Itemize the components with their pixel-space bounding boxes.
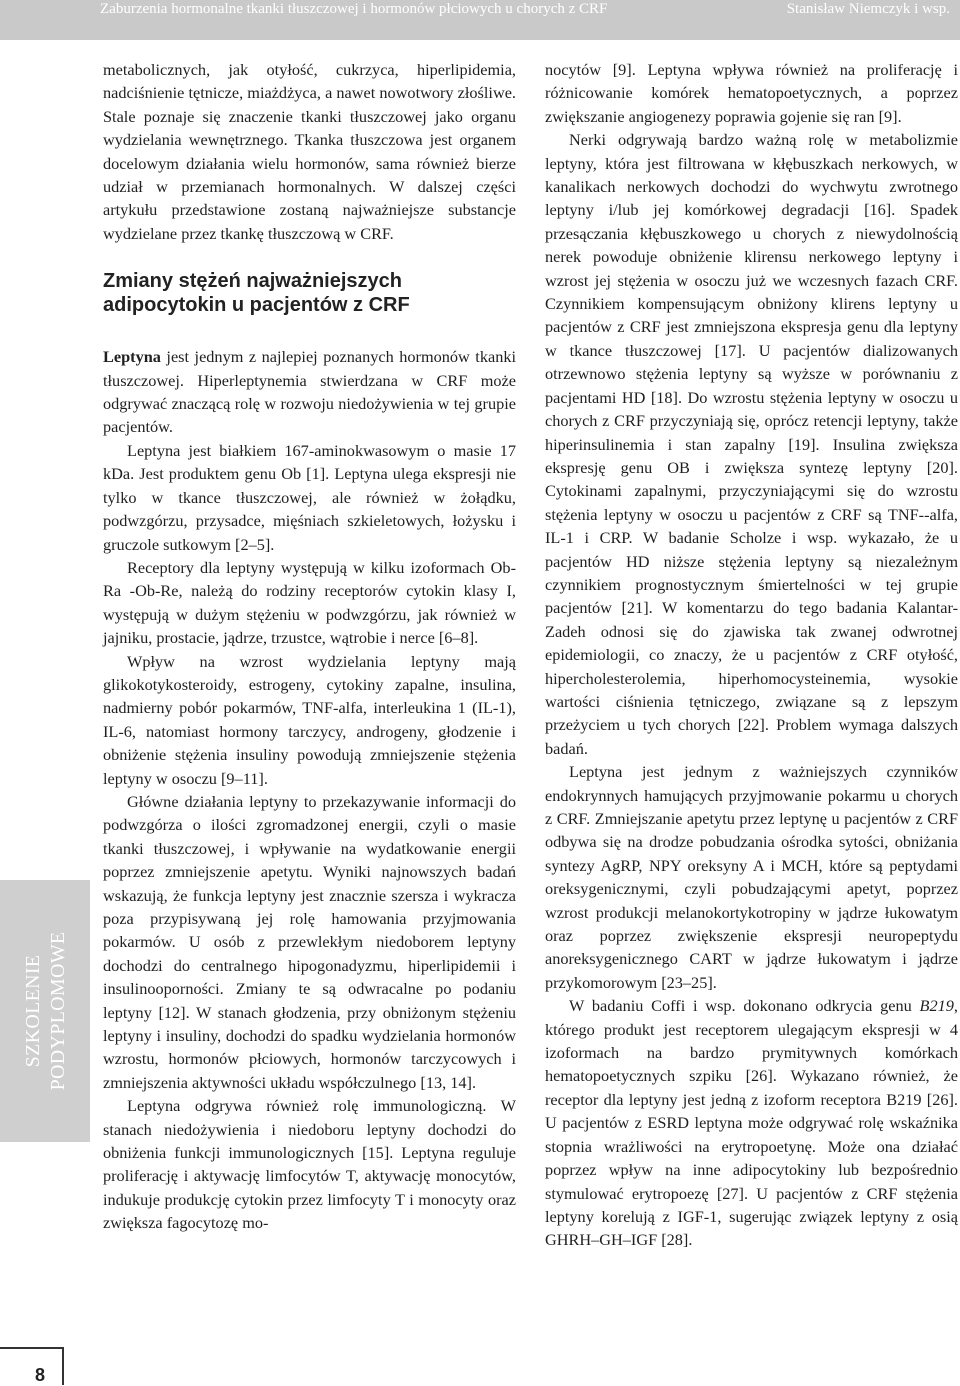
page-number: 8 xyxy=(35,1365,46,1385)
paragraph-text: jest jednym z najlepiej poznanych hormonów tkanki tłuszczowej. Hiperleptynemia stwierdzana w CRF może odgrywać znaczącą rolę w rozwoju niedożywienia w tej grupie pacjentów. xyxy=(103,347,516,437)
section-side-tab xyxy=(0,880,90,1142)
left-column xyxy=(103,58,516,1235)
header-title: Zaburzenia hormonalne tkanki tłuszczowej i hormonów płciowych u chorych z CRF xyxy=(100,1,608,17)
gene-name: B219 xyxy=(919,996,954,1016)
paragraph-text: , którego produkt jest receptorem ulegającym ekspresji w 4 izoformach na bardzo prymitywnych komórkach hematopoetycznych szpiku [26]. Wykazano również, że receptor dla leptyny jest jedną z izoform receptora B219 [26]. U pacjentów z ESRD leptyna może odgrywać rolę wskaźnika stopnia wrażliwości na erytropoetynę. Może ona działać poprzez wpływ na inne adipocytokiny lub bezpośrednio stymulować erytropoezę [27]. U pacjentów z CRF stężenia leptyny korelują z IGF-1, sugerując związek leptyny z osią GHRH–GH–IGF [28]. xyxy=(545,996,958,1250)
right-column xyxy=(545,58,958,1252)
side-tab-label xyxy=(21,932,71,1091)
side-tab-line-2: PODYPLOMOWE xyxy=(47,931,69,1091)
paragraph-text: W badaniu Coffi i wsp. dokonano odkrycia genu xyxy=(569,996,920,1016)
paragraph xyxy=(103,345,516,439)
header-authors: Stanisław Niemczyk i wsp. xyxy=(786,1,950,17)
paragraph xyxy=(545,994,958,1251)
term-leptyna: Leptyna xyxy=(103,347,161,367)
side-tab-line-1: SZKOLENIE xyxy=(22,954,44,1068)
paragraph: metabolicznych, jak otyłość, cukrzyca, hiperlipidemia, nadciśnienie tętnicze, miażdżyca, a nawet nowotwory złośliwe. Stale poznaje się znaczenie tkanki tłuszczowej jako organu wydzielania wewnętrznego. Tkanka tłuszczowa jest organem docelowym działania wielu hormonów, sama również bierze udział w przemianach hormonalnych. W dalszej części artykułu przedstawione zostaną najważniejsze substancje wydzielane przez tkankę tłuszczową w CRF. xyxy=(103,60,516,243)
paragraph: Leptyna odgrywa również rolę immunologiczną. W stanach niedożywienia i niedoboru leptyny dochodzi do obniżenia funkcji immunologicznych [15]. Leptyna reguluje proliferację i aktywację limfocytów T, aktywację monocytów, indukuje produkcję cytokin przez limfocyty T i monocyty oraz zwiększa fagocytozę mo- xyxy=(103,1096,516,1233)
page-number-box xyxy=(0,1347,64,1385)
paragraph: Wpływ na wzrost wydzielania leptyny mają glikokotykosteroidy, estrogeny, cytokiny zapalne, insulina, nadmierny pobór pokarmów, TNF-alfa, interleukina 1 (IL-1), IL-6, natomiast hormony tarczycy, androgeny, głodzenie i obniżenie stężenia insuliny powodują zmniejszenie stężenia leptyny w osoczu [9–11]. xyxy=(103,651,516,788)
paragraph: Leptyna jest białkiem 167-aminokwasowym o masie 17 kDa. Jest produktem genu Ob [1]. Leptyna ulega ekspresji nie tylko w tkance tłuszczowej, ale również w żołądku, podwzgórzu, przysadce, mięśniach szkieletowych, łożysku i gruczole sutkowym [2–5]. xyxy=(103,440,516,554)
section-heading: Zmiany stężeń najważniejszych adipocytokin u pacjentów z CRF xyxy=(103,270,410,317)
paragraph: Nerki odgrywają bardzo ważną rolę w metabolizmie leptyny, która jest filtrowana w kłębuszkach nerkowych, w kanalikach nerkowych dochodzi do wychwytu zwrotnego leptyny i/lub jej komórkowej degradacji [16]. Spadek przesączania kłębuszkowego u chorych z niewydolnością nerek powoduje obniżenie klirensu nerkowego leptyny i wzrost jej stężenia w osoczu już we wczesnych fazach CRF. Czynnikiem kompensującym obniżony klirens leptyny u pacjentów z CRF jest zmniejszona ekspresja genu dla leptyny w tkance tłuszczowej [17]. U pacjentów dializowanych otrzewnowo stężenia leptyny są wyższe w porównaniu z pacjentami HD [18]. Do wzrostu stężenia leptyny w osoczu u chorych z CRF przyczyniają się, oprócz retencji leptyny, także hiperinsulinemia i stan zapalny [19]. Insulina zwiększa ekspresję genu OB i zwiększa syntezę leptyny [20]. Cytokinami zapalnymi, przyczyniającymi się do wzrostu stężenia leptyny w osoczu u pacjentów z CRF są TNF--alfa, IL-1 i CRP. W badanie Scholze i wsp. wykazało, że u pacjentów HD niższe stężenia leptyny są niezależnym czynnikiem prognostycznym śmiertelności w tej grupie pacjentów [21]. W komentarzu do tego badania Kalantar-Zadeh odnosi się do zjawiska tak zwanej odwrotnej epidemiologii, co znaczy, że u pacjentów z CRF otyłość, hipercholesterolemia, hiperhomocysteinemia, wysokie wartości ciśnienia tętniczego, związane są z lepszym przeżyciem u tych chorych [22]. Problem wymaga dalszych badań. xyxy=(545,130,958,758)
paragraph: Główne działania leptyny to przekazywanie informacji do podwzgórza o ilości zgromadzonej energii, czyli o masie tkanki tłuszczowej, i wpływanie na wydatkowanie energii poprzez zmniejszenie apetytu. Wyniki najnowszych badań wskazują, że funkcja leptyny jest znacznie szersza i wykracza poza przypisywaną jej rolę hamowania przyjmowania pokarmów. U osób z przewlekłym niedoborem leptyny dochodzi do centralnego hipogonadyzmu, hiperlipidemii i insulinooporności. Zmiany te są odwracalne po podaniu leptyny [12]. W stanach głodzenia, przy obniżonym stężeniu leptyny i insuliny, dochodzi do spadku wydzielania hormonów wzrostu, hormonów płciowych, hormonów tarczycowych i zmniejszenia aktywności układu współczulnego [13, 14]. xyxy=(103,791,516,1092)
paragraph: Receptory dla leptyny występują w kilku izoformach Ob-Ra -Ob-Re, należą do rodziny receptorów cytokin klasy I, występują w dużym stężeniu w podwzgórzu, jak również w jajniku, prostacie, jądrze, trzustce, wątrobie i nerce [6–8]. xyxy=(103,557,516,648)
running-header xyxy=(0,0,960,40)
paragraph: Leptyna jest jednym z ważniejszych czynników endokrynnych hamujących przyjmowanie pokarmu u chorych z CRF. Zmniejszanie apetytu przez leptynę u pacjentów z CRF odbywa się na drodze pobudzania ośrodka sytości, obniżania syntezy AgRP, NPY oreksyny A i MCH, które są peptydami oreksygenicznymi, czyli pobudzającymi apetyt, poprzez wzrost produkcji melanokortykotropiny w jądrze łukowatym oraz poprzez zwiększenie ekspresji neuropeptydu anoreksygenicznego CART w jądrze łukowatym i jądrze przykomorowym [23–25]. xyxy=(545,762,958,992)
paragraph: nocytów [9]. Leptyna wpływa również na proliferację i różnicowanie komórek hematopoetycznych, a poprzez zwiększanie angiogenezy poprawia gojenie się ran [9]. xyxy=(545,60,958,126)
